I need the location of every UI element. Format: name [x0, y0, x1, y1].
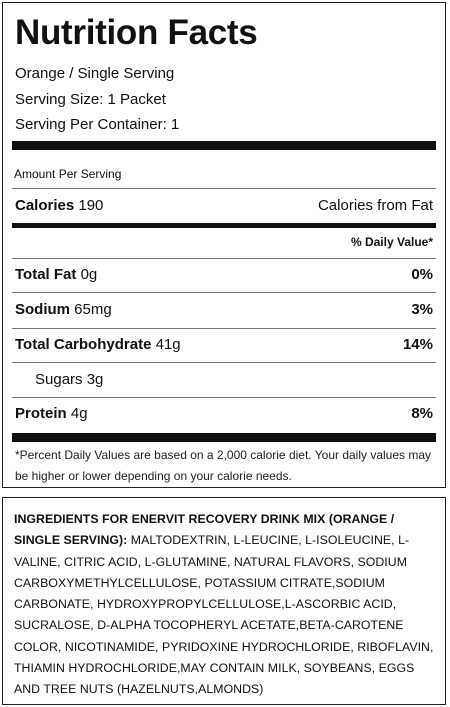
daily-value-header-text: % Daily Value*: [350, 235, 433, 249]
nutrient-amount: 41g: [155, 336, 181, 353]
calories-label: Calories: [15, 197, 75, 214]
thick-divider: [12, 141, 436, 150]
nutrient-row-sugars: [35, 371, 103, 388]
ingredients-text: [14, 509, 435, 701]
divider: [12, 292, 436, 293]
divider: [12, 362, 436, 363]
nutrient-amount: 0g: [80, 266, 98, 283]
nutrient-row-protein: [15, 405, 433, 422]
divider: [12, 328, 436, 329]
nutrition-title: Nutrition Facts: [15, 13, 258, 52]
nutrition-facts-panel: [2, 2, 446, 488]
ingredients-panel: [2, 497, 446, 705]
ingredients-list: MALTODEXTRIN, L-LEUCINE, L-ISOLEUCINE, L-VALINE, CITRIC ACID, L-GLUTAMINE, NATURAL FLAVORS, SODIUM CARBOXYMETHYLCELLULOSE, POTASSIUM CITRATE,SODIUM CARBONATE, HYDROXYPROPYLCELLULOSE,L-ASCORBIC ACID, SUCRALOSE, D-ALPHA TOCOPHERYL ACETATE,BETA-CAROTENE COLOR, NICOTINAMIDE, PYRIDOXINE HYDROCHLORIDE, RIBOFLAVIN, THIAMIN HYDROCHLORIDE,MAY CONTAIN MILK, SOYBEANS, EGGS AND TREE NUTS (HAZELNUTS,ALMONDS): [14, 533, 434, 697]
calories-value: 190: [78, 197, 104, 214]
nutrient-amount: 4g: [70, 405, 88, 422]
daily-value-header: [351, 235, 433, 249]
nutrient-percent: 8%: [411, 405, 433, 422]
daily-value-footnote: *Percent Daily Values are based on a 2,000 calorie diet. Your daily values may be higher or lower depending on your calorie needs.: [15, 448, 432, 483]
nutrient-percent: 14%: [402, 336, 433, 353]
nutrient-percent: 3%: [411, 301, 433, 318]
servings-per-container: Serving Per Container: 1: [15, 116, 180, 133]
nutrient-amount: 65mg: [74, 301, 112, 318]
nutrient-label: Protein: [15, 405, 67, 422]
nutrient-label: Sugars: [35, 371, 83, 388]
nutrient-label: Sodium: [15, 301, 70, 318]
nutrient-label: Total Fat: [15, 266, 77, 283]
divider: [12, 397, 436, 398]
flavor-line: Orange / Single Serving: [15, 65, 175, 82]
calories-row: [15, 197, 433, 214]
divider: [12, 258, 436, 259]
nutrient-percent: 0%: [411, 266, 433, 283]
nutrient-amount: 3g: [86, 371, 104, 388]
serving-size: Serving Size: 1 Packet: [15, 91, 166, 108]
divider: [12, 188, 436, 189]
amount-per-serving: Amount Per Serving: [14, 167, 122, 181]
nutrient-label: Total Carbohydrate: [15, 336, 152, 353]
calories-from-fat: Calories from Fat: [317, 197, 433, 214]
thick-divider: [12, 433, 436, 442]
ingredients-heading: INGREDIENTS FOR ENERVIT RECOVERY DRINK MIX (ORANGE / SINGLE SERVING):: [14, 512, 395, 548]
nutrient-row-total-fat: [15, 266, 433, 283]
nutrient-row-sodium: [15, 301, 433, 318]
medium-divider: [12, 223, 436, 228]
nutrient-row-total-carbohydrate: [15, 336, 433, 353]
calories-left: [15, 197, 103, 214]
